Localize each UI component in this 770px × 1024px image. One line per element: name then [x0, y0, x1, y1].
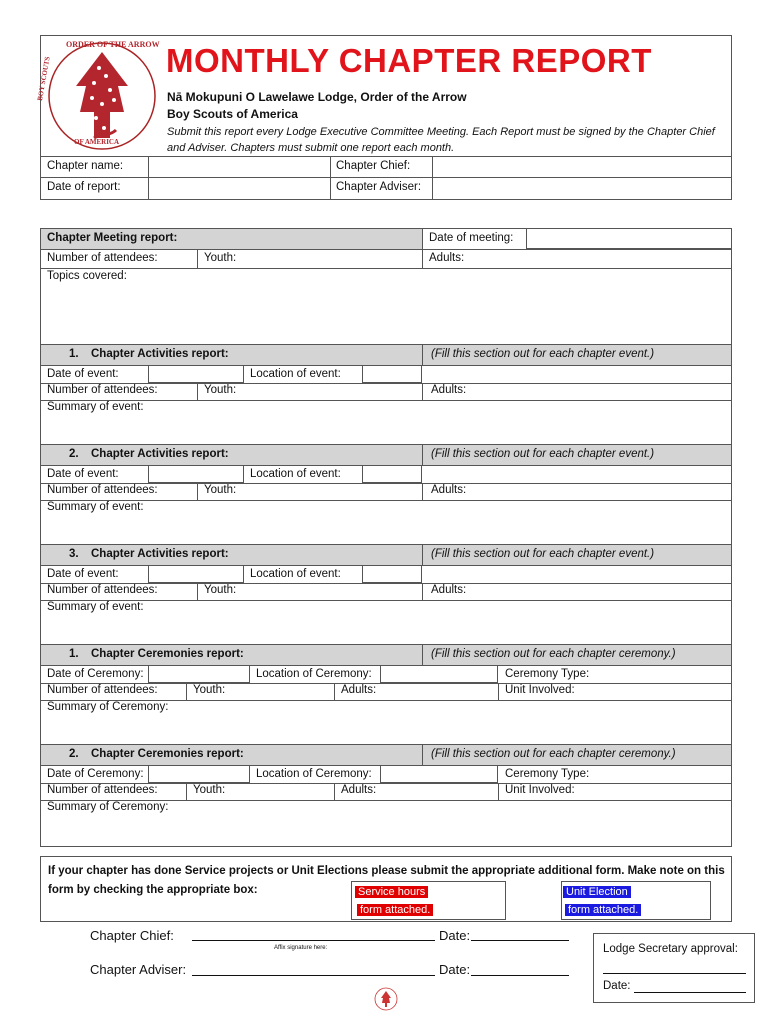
chief-signature-label: Chapter Chief:: [90, 928, 174, 943]
ceremony-date-field[interactable]: [148, 665, 250, 683]
ceremony-youth-label: Youth:: [193, 784, 226, 796]
event-date-field[interactable]: [148, 465, 244, 483]
event-location-field[interactable]: [362, 565, 422, 583]
event-summary-field[interactable]: [41, 616, 731, 643]
logo-text-bottom: OF AMERICA: [74, 138, 120, 146]
ceremony-num: 1.: [69, 648, 79, 660]
event-youth-label: Youth:: [204, 584, 237, 596]
ceremony-note: (Fill this section out for each chapter ceremony.): [431, 648, 676, 660]
footer-logo-icon: [374, 987, 398, 1011]
ceremony-date-label: Date of Ceremony:: [47, 768, 144, 780]
event-adults-label: Adults:: [431, 484, 467, 496]
secretary-date-label: Date:: [603, 980, 631, 992]
oa-logo: [36, 38, 160, 154]
ceremony-type-label: Ceremony Type:: [505, 768, 590, 780]
ceremony-note: (Fill this section out for each chapter ceremony.): [431, 748, 676, 760]
event-summary-field[interactable]: [41, 416, 731, 443]
secretary-label: Lodge Secretary approval:: [603, 943, 738, 955]
topics-field[interactable]: [41, 286, 731, 344]
ceremony-date-label: Date of Ceremony:: [47, 668, 144, 680]
chapter-chief-field[interactable]: [433, 157, 731, 177]
activity-num: 2.: [69, 448, 79, 460]
meeting-youth-label: Youth:: [204, 252, 237, 264]
event-attendees-label: Number of attendees:: [47, 584, 158, 596]
ceremony-unit-label: Unit Involved:: [505, 784, 575, 796]
instructions: Submit this report every Lodge Executive Committee Meeting. Each Report must be signed by the Chapter Chief and Adviser. Chapters must submit one report each month.: [167, 126, 715, 154]
event-location-label: Location of event:: [250, 368, 341, 380]
event-youth-label: Youth:: [204, 484, 237, 496]
activity-num: 3.: [69, 548, 79, 560]
chief-date-line[interactable]: [471, 940, 569, 941]
event-adults-label: Adults:: [431, 384, 467, 396]
event-summary-field[interactable]: [41, 516, 731, 543]
logo-text-top: ORDER OF THE ARROW: [66, 40, 160, 49]
ceremony-location-field[interactable]: [380, 765, 498, 783]
activity-note: (Fill this section out for each chapter event.): [431, 548, 655, 560]
activity-title: Chapter Activities report:: [91, 348, 229, 360]
page-title: MONTHLY CHAPTER REPORT: [166, 42, 652, 79]
event-date-field[interactable]: [148, 565, 244, 583]
event-attendees-label: Number of attendees:: [47, 384, 158, 396]
meeting-date-label: Date of meeting:: [429, 232, 514, 244]
ceremony-title: Chapter Ceremonies report:: [91, 648, 244, 660]
ceremony-location-label: Location of Ceremony:: [256, 768, 372, 780]
ceremony-unit-label: Unit Involved:: [505, 684, 575, 696]
ceremony-type-label: Ceremony Type:: [505, 668, 590, 680]
logo-text-left: BOY SCOUTS: [36, 56, 52, 102]
event-location-label: Location of event:: [250, 468, 341, 480]
ceremony-youth-label: Youth:: [193, 684, 226, 696]
activity-note: (Fill this section out for each chapter event.): [431, 448, 655, 460]
event-date-label: Date of event:: [47, 568, 119, 580]
adviser-signature-label: Chapter Adviser:: [90, 962, 187, 977]
event-location-field[interactable]: [362, 465, 422, 483]
date-of-report-field[interactable]: [149, 178, 330, 199]
event-summary-label: Summary of event:: [47, 401, 144, 413]
activity-title: Chapter Activities report:: [91, 548, 229, 560]
ceremony-date-field[interactable]: [148, 765, 250, 783]
ceremony-attendees-label: Number of attendees:: [47, 684, 158, 696]
chapter-name-label: Chapter name:: [47, 160, 124, 172]
ceremony-summary-label: Summary of Ceremony:: [47, 701, 169, 713]
chapter-chief-label: Chapter Chief:: [336, 160, 411, 172]
event-date-label: Date of event:: [47, 468, 119, 480]
activity-num: 1.: [69, 348, 79, 360]
ceremony-attendees-label: Number of attendees:: [47, 784, 158, 796]
ceremony-location-field[interactable]: [380, 665, 498, 683]
activity-note: (Fill this section out for each chapter event.): [431, 348, 655, 360]
service-hours-tag-2: form attached.: [357, 904, 433, 916]
chapter-adviser-label: Chapter Adviser:: [336, 181, 422, 193]
ceremony-num: 2.: [69, 748, 79, 760]
ceremony-summary-field[interactable]: [41, 816, 731, 846]
event-date-label: Date of event:: [47, 368, 119, 380]
secretary-signature-line[interactable]: [603, 973, 746, 974]
chapter-name-field[interactable]: [149, 157, 330, 177]
event-attendees-label: Number of attendees:: [47, 484, 158, 496]
adviser-date-label: Date:: [439, 962, 471, 977]
event-youth-label: Youth:: [204, 384, 237, 396]
activity-title: Chapter Activities report:: [91, 448, 229, 460]
ceremony-adults-label: Adults:: [341, 684, 377, 696]
ceremony-summary-label: Summary of Ceremony:: [47, 801, 169, 813]
chief-signature-line[interactable]: [192, 940, 435, 941]
chief-date-label: Date:: [439, 928, 471, 943]
affix-note: Affix signature here:: [274, 945, 328, 951]
unit-election-tag-2: form attached.: [565, 904, 641, 916]
topics-label: Topics covered:: [47, 270, 127, 282]
adviser-date-line[interactable]: [471, 975, 569, 976]
ceremony-location-label: Location of Ceremony:: [256, 668, 372, 680]
secretary-date-line[interactable]: [634, 992, 746, 993]
event-location-field[interactable]: [362, 365, 422, 383]
date-of-report-label: Date of report:: [47, 181, 121, 193]
org-name: Boy Scouts of America: [167, 107, 298, 121]
ceremony-adults-label: Adults:: [341, 784, 377, 796]
event-adults-label: Adults:: [431, 584, 467, 596]
unit-election-tag-1: Unit Election: [563, 886, 631, 898]
event-location-label: Location of event:: [250, 568, 341, 580]
service-hours-tag-1: Service hours: [355, 886, 428, 898]
meeting-adults-label: Adults:: [429, 252, 465, 264]
lodge-name: Nā Mokupuni O Lawelawe Lodge, Order of the Arrow: [167, 90, 467, 104]
event-date-field[interactable]: [148, 365, 244, 383]
ceremony-title: Chapter Ceremonies report:: [91, 748, 244, 760]
meeting-title: Chapter Meeting report:: [47, 232, 178, 244]
service-instructions: If your chapter has done Service projects or Unit Elections please submit the appropriate additional form. Make note on this form by checking the appropriate box:: [48, 865, 725, 896]
event-summary-label: Summary of event:: [47, 601, 144, 613]
adviser-signature-line[interactable]: [192, 975, 435, 976]
meeting-attendees-label: Number of attendees:: [47, 252, 158, 264]
event-summary-label: Summary of event:: [47, 501, 144, 513]
chapter-adviser-field[interactable]: [433, 178, 731, 199]
meeting-date-field[interactable]: [526, 228, 732, 249]
ceremony-summary-field[interactable]: [41, 716, 731, 743]
